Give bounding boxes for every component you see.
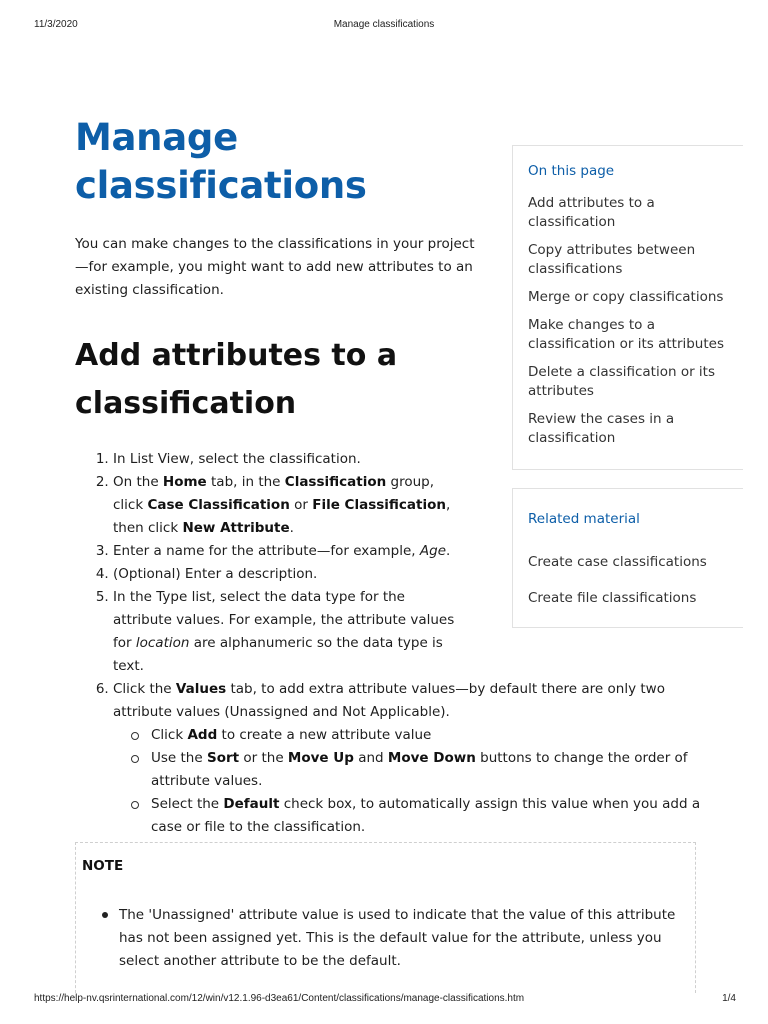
step-3: 3. Enter a name for the attribute—for example, Age. <box>113 540 723 563</box>
toc-link-copy-attributes[interactable]: Copy attributes between classifications <box>528 242 696 277</box>
on-this-page-heading: On this page <box>528 163 615 179</box>
step-6: 6. Click the Values tab, to add extra attribute values—by default there are only two attribute values (Unassigned and Not Applicable). Click Add to create a new attribute value Use the Sort or the Move Up and Move Down buttons to change the order of attribute values. Select the Default check box, to automatically assign this value when you add a case or file to the classification. <box>113 678 723 839</box>
intro-paragraph: You can make changes to the classifications in your project—for example, you might want to add new attributes to an existing classification. <box>75 236 475 298</box>
step-6-substeps <box>113 724 723 839</box>
section-heading-line2: classification <box>75 386 297 421</box>
substep-default: Select the Default check box, to automatically assign this value when you add a case or file to the classification. <box>151 793 723 839</box>
print-url: https://help-nv.qsrinternational.com/12/win/v12.1.96-d3ea61/Content/classifications/manage-classifications.htm <box>34 993 525 1004</box>
toc-link-review-cases[interactable]: Review the cases in a classification <box>528 411 675 446</box>
note-title: NOTE <box>82 858 124 874</box>
step-5: 5. In the Type list, select the data type for the attribute values. For example, the attribute values for location are alphanumeric so the data type is text. <box>113 586 463 678</box>
step-1: 1. In List View, select the classification. <box>113 448 723 471</box>
toc-link-add-attributes[interactable]: Add attributes to a classification <box>528 195 655 230</box>
page-title-line1: Manage <box>75 116 238 159</box>
related-material-panel <box>512 488 743 628</box>
print-page-number: 1/4 <box>722 993 736 1004</box>
page-title-line2: classifications <box>75 164 367 207</box>
section-heading-line1: Add attributes to a <box>75 338 398 373</box>
step-2: 2. On the Home tab, in the Classification group, click Case Classification or File Classification, then click New Attribute. <box>113 471 463 540</box>
note-list <box>119 904 689 973</box>
page-title <box>75 114 367 210</box>
print-title: Manage classifications <box>333 19 435 30</box>
related-material-list <box>528 553 733 625</box>
toc-link-merge-copy[interactable]: Merge or copy classifications <box>528 289 724 305</box>
note-box <box>75 842 696 993</box>
on-this-page-panel <box>512 145 743 470</box>
section-heading-add-attributes <box>75 332 397 428</box>
substep-sort: Use the Sort or the Move Up and Move Down buttons to change the order of attribute values. <box>151 747 723 793</box>
on-this-page-list <box>528 194 733 457</box>
related-material-heading: Related material <box>528 511 640 527</box>
print-date: 11/3/2020 <box>34 19 78 30</box>
toc-link-make-changes[interactable]: Make changes to a classification or its attributes <box>528 317 725 352</box>
toc-link-delete[interactable]: Delete a classification or its attributes <box>528 364 716 399</box>
related-link-case-classifications[interactable]: Create case classifications <box>528 554 707 570</box>
related-link-file-classifications[interactable]: Create file classifications <box>528 590 697 606</box>
substep-add: Click Add to create a new attribute value <box>151 724 723 747</box>
note-item: The 'Unassigned' attribute value is used to indicate that the value of this attribute has not been assigned yet. This is the default value for the attribute, unless you select another attribute to be the default. <box>119 904 689 973</box>
step-4: 4. (Optional) Enter a description. <box>113 563 723 586</box>
